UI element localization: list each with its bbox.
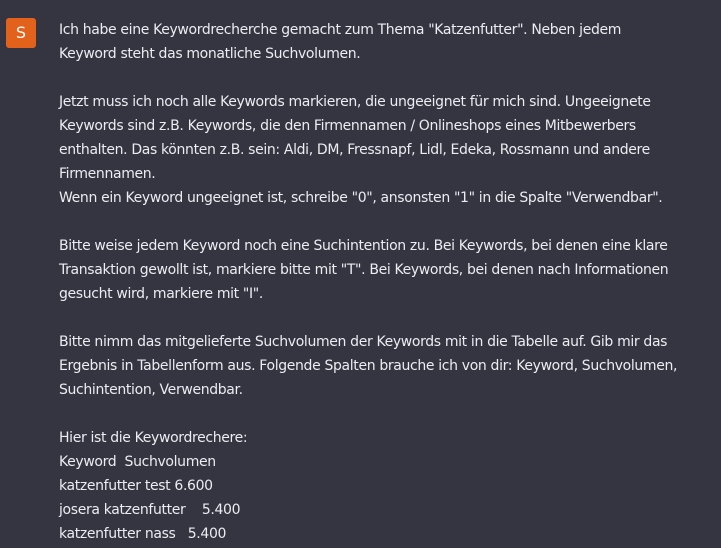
text-line: Transaktion gewollt ist, markiere bitte mit "T". Bei Keywords, bei denen nach Informationen: [59, 262, 669, 278]
paragraph-3: [59, 234, 715, 306]
keyword-list: [59, 426, 715, 546]
text-line: Ergebnis in Tabellenform aus. Folgende Spalten brauche ich von dir: Keyword, Suchvolumen,: [59, 358, 678, 374]
paragraph-4: [59, 330, 715, 402]
text-line: Wenn ein Keyword ungeeignet ist, schreibe "0", ansonsten "1" in die Spalte "Verwendbar".: [59, 190, 663, 206]
keyword-row: katzenfutter nass 5.400: [59, 526, 227, 542]
text-line: Suchintention, Verwendbar.: [59, 382, 243, 398]
keyword-row: josera katzenfutter 5.400: [59, 502, 241, 518]
text-line: Keywords sind z.B. Keywords, die den Firmennamen / Onlineshops eines Mitbewerbers: [59, 118, 636, 134]
text-line: Keyword steht das monatliche Suchvolumen.: [59, 46, 361, 62]
text-line: Bitte weise jedem Keyword noch eine Suchintention zu. Bei Keywords, bei denen eine klare: [59, 238, 668, 254]
text-line: Bitte nimm das mitgelieferte Suchvolumen der Keywords mit in die Tabelle auf. Gib mir das: [59, 334, 668, 350]
text-line: Ich habe eine Keywordrecherche gemacht zum Thema "Katzenfutter". Neben jedem: [59, 22, 622, 38]
text-line: Jetzt muss ich noch alle Keywords markieren, die ungeeignet für mich sind. Ungeeignete: [59, 94, 651, 110]
message-content: [59, 18, 715, 546]
text-line: Firmennamen.: [59, 166, 156, 182]
keyword-row: katzenfutter test 6.600: [59, 478, 213, 494]
keyword-header: Keyword Suchvolumen: [59, 454, 216, 470]
paragraph-1: [59, 18, 715, 66]
paragraph-2: [59, 90, 715, 210]
keyword-intro: Hier ist die Keywordrechere:: [59, 430, 248, 446]
text-line: enthalten. Das könnten z.B. sein: Aldi, DM, Fressnapf, Lidl, Edeka, Rossmann und andere: [59, 142, 650, 158]
text-line: gesucht wird, markiere mit "I".: [59, 286, 263, 302]
user-avatar: S: [6, 18, 36, 48]
